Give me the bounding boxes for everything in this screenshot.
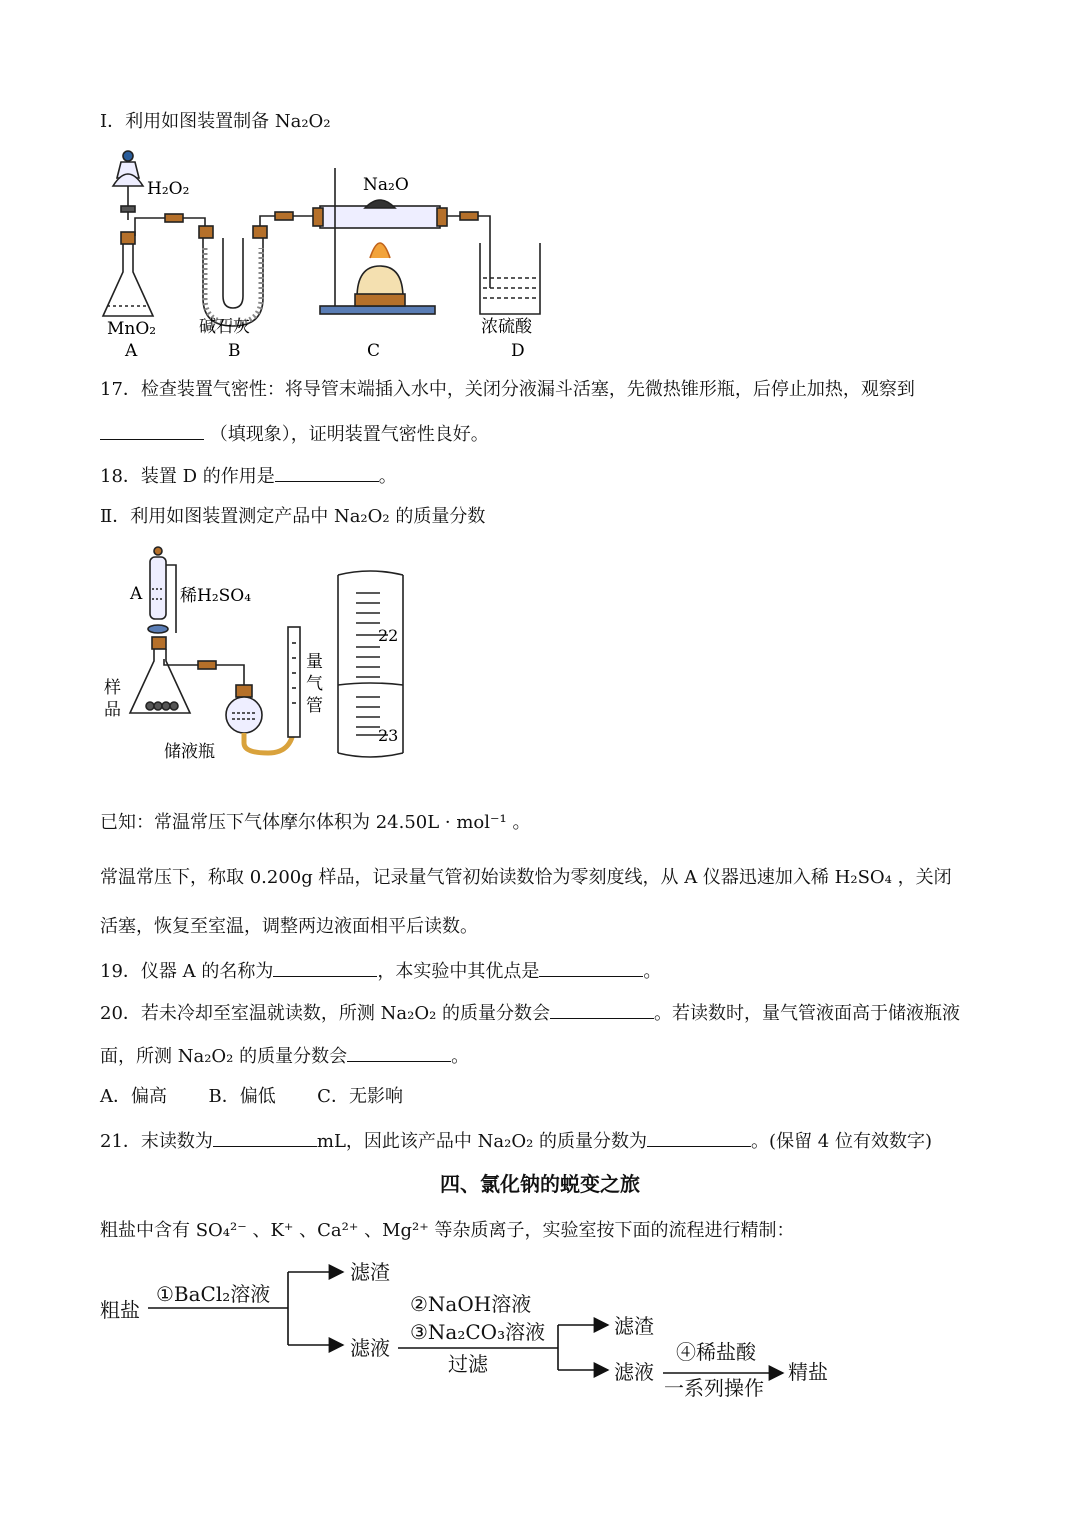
step-3-reagent: ③Na₂CO₃溶液 <box>410 1320 546 1344</box>
crude-salt: 粗盐 <box>100 1298 140 1322</box>
step-2-reagent: ②NaOH溶液 <box>410 1292 532 1316</box>
answer-blank[interactable] <box>100 421 204 440</box>
question-20-line-2: 面，所测 Na₂O₂ 的质量分数会 。 <box>100 1043 469 1069</box>
filter-step: 过滤 <box>448 1352 488 1376</box>
option-c[interactable]: C．无影响 <box>317 1086 403 1107</box>
answer-blank[interactable] <box>275 463 379 482</box>
answer-blank[interactable] <box>550 1000 654 1019</box>
filtrate-2: 滤液 <box>614 1360 654 1384</box>
label-gas-tube-2: 气 <box>306 674 323 694</box>
answer-blank[interactable] <box>213 1128 317 1147</box>
label-gas-tube-1: 量 <box>306 652 323 672</box>
answer-blank[interactable] <box>539 958 643 977</box>
label-a: A <box>130 584 143 604</box>
filtrate-1: 滤液 <box>350 1336 390 1360</box>
tick-label-22: 22 <box>378 626 399 645</box>
label-sample-2: 品 <box>104 700 121 720</box>
section-2-title: Ⅱ．利用如图装置测定产品中 Na₂O₂ 的质量分数 <box>100 506 486 527</box>
label-dilute-h2so4: 稀H₂SO₄ <box>180 586 252 606</box>
label-gas-tube-3: 管 <box>306 696 323 716</box>
label-c: C <box>367 341 381 361</box>
question-17-line-2: （填现象），证明装置气密性良好。 <box>100 421 489 447</box>
residue-1: 滤渣 <box>350 1260 390 1284</box>
label-conc-h2so4: 浓硫酸 <box>481 317 532 337</box>
question-18: 18．装置 D 的作用是 。 <box>100 463 397 489</box>
known-condition: 已知：常温常压下气体摩尔体积为 24.50L · mol⁻¹ 。 <box>100 812 531 833</box>
section-4-heading: 四、氯化钠的蜕变之旅 <box>440 1172 640 1196</box>
question-19: 19．仪器 A 的名称为 ，本实验中其优点是 。 <box>100 958 661 984</box>
answer-blank[interactable] <box>273 958 377 977</box>
label-h2o2: H₂O₂ <box>147 179 190 199</box>
label-b: B <box>228 341 241 361</box>
procedure-line-2: 活塞，恢复至室温，调整两边液面相平后读数。 <box>100 916 478 937</box>
option-b[interactable]: B．偏低 <box>208 1086 276 1107</box>
label-sample-1: 样 <box>104 678 121 698</box>
label-d: D <box>511 341 525 361</box>
option-a[interactable]: A．偏高 <box>100 1086 167 1107</box>
section-4-intro: 粗盐中含有 SO₄²⁻ 、K⁺ 、Ca²⁺ 、Mg²⁺ 等杂质离子，实验室按下面的流程进行精制： <box>100 1220 795 1241</box>
label-mno2: MnO₂ <box>107 319 157 339</box>
options <box>100 1085 403 1109</box>
residue-2: 滤渣 <box>614 1314 654 1338</box>
label-na2o: Na₂O <box>363 175 409 195</box>
question-21: 21．末读数为 mL，因此该产品中 Na₂O₂ 的质量分数为 。(保留 4 位有效数字) <box>100 1128 932 1154</box>
label-soda-lime: 碱石灰 <box>199 317 250 337</box>
purification-flowchart <box>98 1255 858 1405</box>
label-a: A <box>125 341 138 361</box>
question-20-line-1: 20．若未冷却至室温就读数，所测 Na₂O₂ 的质量分数会 。若读数时，量气管液面高于储液瓶液 <box>100 1000 960 1026</box>
label-reservoir: 储液瓶 <box>164 742 215 762</box>
question-17-line-1: 17．检查装置气密性：将导管末端插入水中，关闭分液漏斗活塞，先微热锥形瓶，后停止加热，观察到 <box>100 379 915 400</box>
answer-blank[interactable] <box>647 1128 751 1147</box>
procedure-line-1: 常温常压下，称取 0.200g 样品，记录量气管初始读数恰为零刻度线，从 A 仪器迅速加入稀 H₂SO₄ ，关闭 <box>100 867 952 888</box>
step-4-reagent: ④稀盐酸 <box>676 1340 756 1364</box>
series-operations: 一系列操作 <box>664 1376 764 1400</box>
section-1-title: Ⅰ．利用如图装置制备 Na₂O₂ <box>100 111 331 132</box>
step-1-reagent: ①BaCl₂溶液 <box>156 1282 271 1306</box>
fine-salt: 精盐 <box>788 1360 828 1384</box>
apparatus-figure-2 <box>98 543 418 773</box>
answer-blank[interactable] <box>347 1043 451 1062</box>
tick-label-23: 23 <box>378 726 399 745</box>
apparatus-figure-1 <box>95 148 575 363</box>
